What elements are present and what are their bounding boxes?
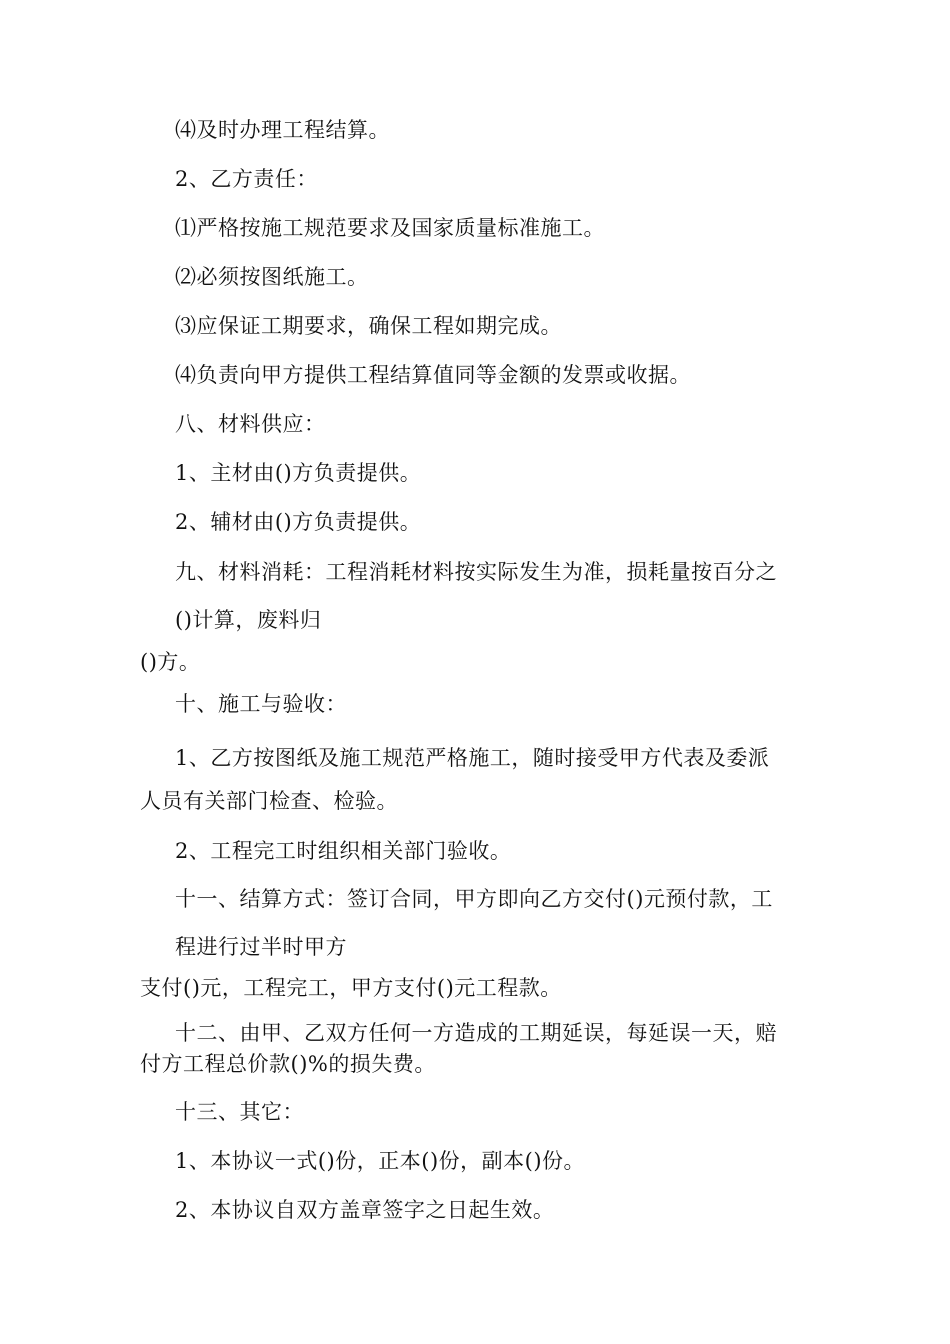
- clause-line: 支付()元，工程完工，甲方支付()元工程款。: [140, 976, 562, 1000]
- clause-line: ⑷及时办理工程结算。: [175, 118, 390, 142]
- clause-line: ⑷负责向甲方提供工程结算值同等金额的发票或收据。: [175, 363, 691, 387]
- clause-line: 2、乙方责任：: [175, 167, 318, 191]
- clause-line: 1、乙方按图纸及施工规范严格施工，随时接受甲方代表及委派: [175, 746, 770, 770]
- clause-line: 2、工程完工时组织相关部门验收。: [175, 839, 512, 863]
- clause-line: ⑶应保证工期要求，确保工程如期完成。: [175, 314, 562, 338]
- clause-line: ()方。: [140, 650, 201, 674]
- clause-line: ⑵必须按图纸施工。: [175, 265, 369, 289]
- clause-line: ()计算，废料归: [175, 608, 322, 632]
- section-heading: 九、材料消耗：工程消耗材料按实际发生为准，损耗量按百分之: [175, 560, 777, 584]
- clause-line: 1、主材由()方负责提供。: [175, 461, 422, 485]
- clause-line: 1、本协议一式()份，正本()份，副本()份。: [175, 1149, 586, 1173]
- clause-line: ⑴严格按施工规范要求及国家质量标准施工。: [175, 216, 605, 240]
- clause-line: 2、辅材由()方负责提供。: [175, 510, 422, 534]
- clause-line: 人员有关部门检查、检验。: [140, 789, 398, 813]
- section-heading: 八、材料供应：: [175, 412, 326, 436]
- section-heading: 十三、其它：: [175, 1100, 304, 1124]
- section-heading: 十二、由甲、乙双方任何一方造成的工期延误，每延误一天，赔: [175, 1021, 777, 1045]
- section-heading: 十一、结算方式：签订合同，甲方即向乙方交付()元预付款，工: [175, 887, 773, 911]
- clause-line: 付方工程总价款()%的损失费。: [140, 1052, 436, 1076]
- section-heading: 十、施工与验收：: [175, 692, 347, 716]
- clause-line: 2、本协议自双方盖章签字之日起生效。: [175, 1198, 555, 1222]
- clause-line: 程进行过半时甲方: [175, 935, 347, 959]
